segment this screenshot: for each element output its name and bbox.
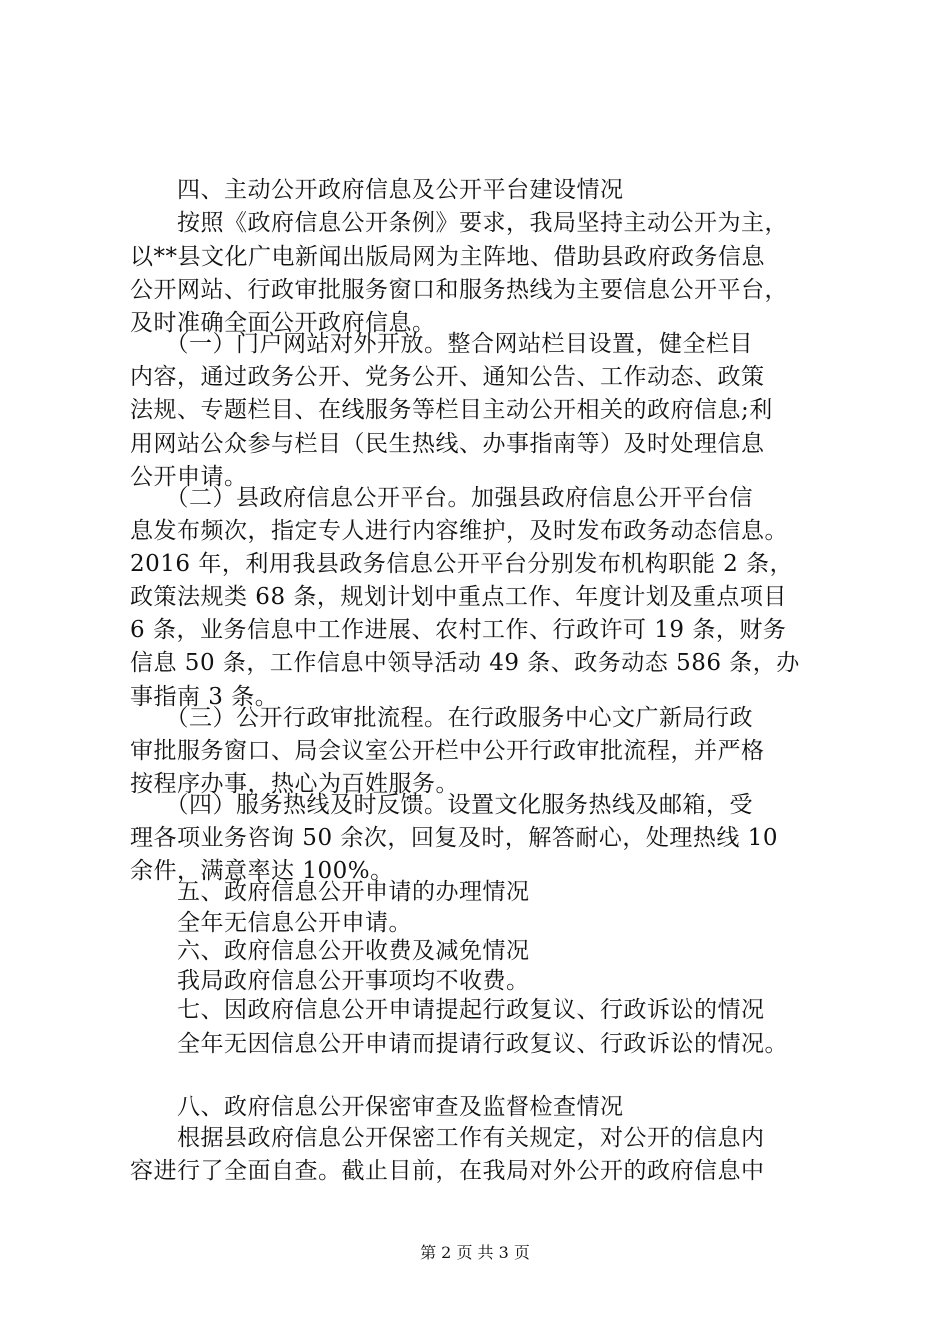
- text-line: 六、政府信息公开收费及减免情况: [130, 938, 530, 964]
- text-line: （一）门户网站对外开放。整合网站栏目设置，健全栏目: [130, 331, 753, 357]
- text-line: 以**县文化广电新闻出版局网为主阵地、借助县政府政务信息: [130, 244, 765, 270]
- text-line: 息发布频次，指定专人进行内容维护，及时发布政务动态信息。: [130, 518, 788, 544]
- text-line: 6 条，业务信息中工作进展、农村工作、行政许可 19 条，财务: [130, 617, 787, 643]
- text-line: 用网站公众参与栏目（民生热线、办事指南等）及时处理信息: [130, 431, 765, 457]
- text-line: 法规、专题栏目、在线服务等栏目主动公开相关的政府信息;利: [130, 397, 773, 423]
- text-line: 事指南 3 条。: [130, 684, 279, 710]
- text-line: 理各项业务咨询 50 余次，回复及时，解答耐心，处理热线 10: [130, 825, 778, 851]
- text-line: 全年无因信息公开申请而提请行政复议、行政诉讼的情况。: [130, 1031, 788, 1057]
- text-line: 八、政府信息公开保密审查及监督检查情况: [130, 1094, 624, 1120]
- page-number-footer: 第 2 页 共 3 页: [420, 1243, 530, 1262]
- text-line: （二）县政府信息公开平台。加强县政府信息公开平台信: [130, 485, 753, 511]
- text-line: 全年无信息公开申请。: [130, 910, 412, 936]
- text-line: （三）公开行政审批流程。在行政服务中心文广新局行政: [130, 705, 753, 731]
- text-line: 2016 年，利用我县政务信息公开平台分别发布机构职能 2 条，: [130, 551, 794, 577]
- text-line: 按程序办事，热心为百姓服务。: [130, 771, 459, 797]
- text-line: 信息 50 条，工作信息中领导活动 49 条、政务动态 586 条，办: [130, 650, 800, 676]
- text-line: 内容，通过政务公开、党务公开、通知公告、工作动态、政策: [130, 364, 765, 390]
- text-line: 及时准确全面公开政府信息。: [130, 310, 436, 336]
- text-line: 余件，满意率达 100%。: [130, 858, 394, 884]
- text-line: 政策法规类 68 条，规划计划中重点工作、年度计划及重点项目: [130, 584, 787, 610]
- text-line: 审批服务窗口、局会议室公开栏中公开行政审批流程，并严格: [130, 738, 765, 764]
- text-line: 公开申请。: [130, 464, 248, 490]
- text-line: 根据县政府信息公开保密工作有关规定，对公开的信息内: [130, 1125, 765, 1151]
- text-line: 七、因政府信息公开申请提起行政复议、行政诉讼的情况: [130, 997, 765, 1023]
- text-line: 公开网站、行政审批服务窗口和服务热线为主要信息公开平台，: [130, 277, 788, 303]
- text-line: 按照《政府信息公开条例》要求，我局坚持主动公开为主，: [130, 210, 788, 236]
- text-line: 容进行了全面自查。截止目前，在我局对外公开的政府信息中: [130, 1158, 765, 1184]
- text-line: 四、主动公开政府信息及公开平台建设情况: [130, 177, 624, 203]
- text-line: 我局政府信息公开事项均不收费。: [130, 968, 530, 994]
- text-line: （四）服务热线及时反馈。设置文化服务热线及邮箱，受: [130, 792, 753, 818]
- text-line: 五、政府信息公开申请的办理情况: [130, 879, 530, 905]
